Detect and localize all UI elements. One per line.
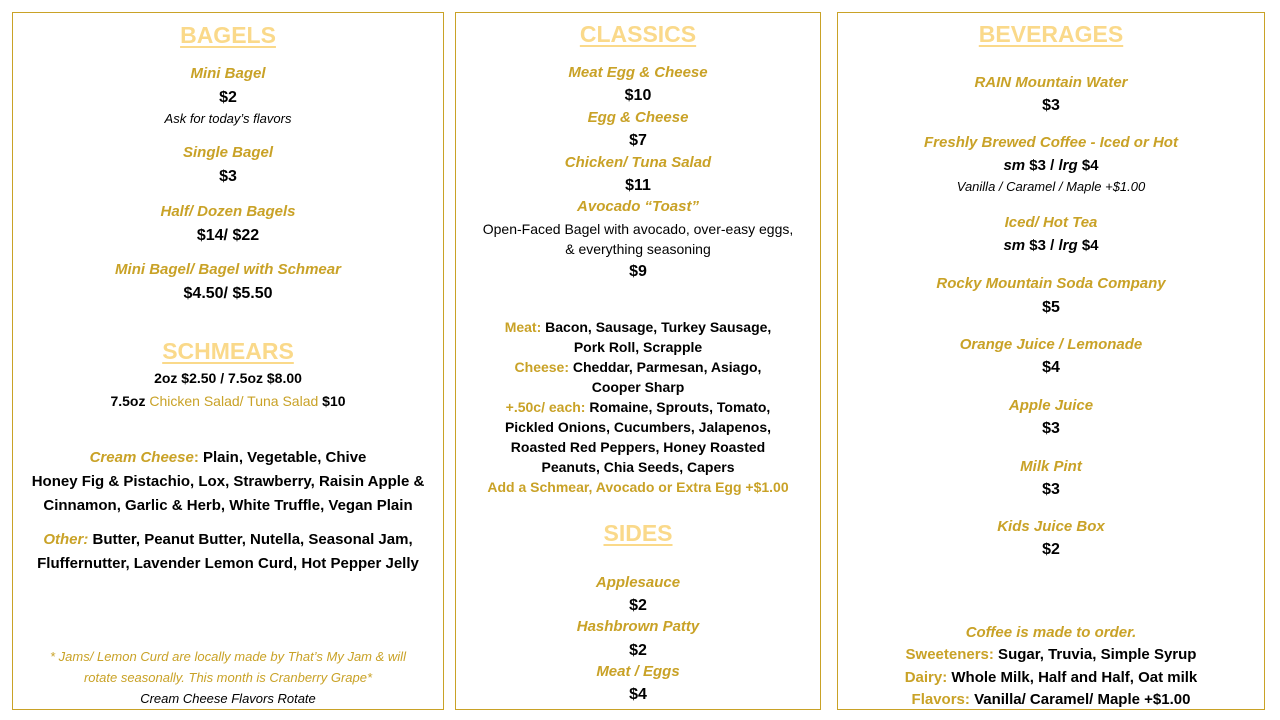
classic-item-name: Egg & Cheese <box>587 109 689 126</box>
schmear-combo-name: Mini Bagel/ Bagel with Schmear <box>115 261 341 278</box>
side-item-price: $2 <box>629 642 647 659</box>
dairy-line <box>838 669 1264 687</box>
apple-juice-price: $3 <box>1042 420 1060 437</box>
coffee-sm: sm <box>1003 157 1026 174</box>
salad-price: $10 <box>318 393 346 409</box>
salad-prefix: 7.5oz <box>110 393 150 409</box>
cream-cheese-line1 <box>13 449 443 467</box>
classic-item-name: Avocado “Toast” <box>577 198 699 215</box>
side-item-name: Meat / Eggs <box>596 663 680 680</box>
kids-juice-price: $2 <box>1042 541 1060 558</box>
coffee-name: Freshly Brewed Coffee - Iced or Hot <box>924 134 1178 151</box>
side-item-name: Applesauce <box>595 574 681 591</box>
coffee-lrg-price: $4 <box>1077 157 1099 174</box>
extras-line2: Pickled Onions, Cucumbers, Jalapenos, <box>504 419 772 435</box>
cheese-line1 <box>456 359 820 376</box>
single-bagel-name: Single Bagel <box>182 144 274 161</box>
coffee-lrg: lrg <box>1058 157 1078 174</box>
half-dozen-name: Half/ Dozen Bagels <box>160 203 296 220</box>
sweeteners-line <box>838 646 1264 664</box>
meat-options1: Bacon, Sausage, Turkey Sausage, <box>541 319 772 335</box>
meat-line1 <box>456 319 820 336</box>
sweeteners-label: Sweeteners: <box>905 646 994 663</box>
classic-item-price: $9 <box>629 263 647 280</box>
side-item-price: $2 <box>629 597 647 614</box>
side-item-price: $4 <box>629 686 647 703</box>
rain-water-name: RAIN Mountain Water <box>974 74 1128 91</box>
sides-heading: SIDES <box>603 520 673 546</box>
dairy-label: Dairy: <box>904 669 948 686</box>
oj-price: $4 <box>1042 359 1060 376</box>
classic-item-name: Meat Egg & Cheese <box>568 64 708 81</box>
rotate-note: Cream Cheese Flavors Rotate <box>140 691 316 706</box>
cream-cheese-line3: Cinnamon, Garlic & Herb, White Truffle, Vegan Plain <box>43 497 413 514</box>
cheese-options1: Cheddar, Parmesan, Asiago, <box>569 359 762 375</box>
classic-item-name: Chicken/ Tuna Salad <box>564 154 712 171</box>
beverages-heading: BEVERAGES <box>978 21 1124 47</box>
addon-line: Add a Schmear, Avocado or Extra Egg +$1.00 <box>487 479 789 495</box>
bagels-heading: BAGELS <box>180 22 276 48</box>
dairy-options: Whole Milk, Half and Half, Oat milk <box>947 669 1198 686</box>
salad-name: Chicken Salad/ Tuna Salad <box>149 393 319 409</box>
jam-footnote-line2: rotate seasonally. This month is Cranberry Grape* <box>83 670 373 685</box>
tea-lrg-price: $4 <box>1077 237 1099 254</box>
cheese-line2: Cooper Sharp <box>591 379 685 395</box>
tea-sm: sm <box>1003 237 1026 254</box>
single-bagel-price: $3 <box>219 168 237 185</box>
salad-schmear-line <box>13 393 443 410</box>
bagels-panel <box>12 12 444 710</box>
tea-sm-price: $3 / <box>1025 237 1059 254</box>
milk-name: Milk Pint <box>1020 458 1082 475</box>
soda-name: Rocky Mountain Soda Company <box>936 275 1166 292</box>
coffee-order-note: Coffee is made to order. <box>965 624 1137 641</box>
coffee-sm-price: $3 / <box>1025 157 1059 174</box>
apple-juice-name: Apple Juice <box>1008 397 1094 414</box>
mini-bagel-name: Mini Bagel <box>190 65 266 82</box>
kids-juice-name: Kids Juice Box <box>997 518 1105 535</box>
avocado-desc1: Open-Faced Bagel with avocado, over-easy eggs, <box>482 221 794 237</box>
schmears-heading: SCHMEARS <box>162 338 294 364</box>
half-dozen-price: $14/ $22 <box>196 227 260 244</box>
jam-footnote-line1: * Jams/ Lemon Curd are locally made by That’s My Jam & will <box>50 649 406 664</box>
flavors-line <box>838 691 1264 709</box>
milk-price: $3 <box>1042 481 1060 498</box>
cream-cheese-colon: : <box>193 449 203 466</box>
other-label: Other: <box>43 531 89 548</box>
mini-bagel-note: Ask for today’s flavors <box>164 111 292 126</box>
classic-item-price: $7 <box>629 132 647 149</box>
beverages-panel <box>837 12 1265 710</box>
extras-line1 <box>456 399 820 416</box>
classics-panel <box>455 12 821 710</box>
classic-item-price: $10 <box>624 87 652 104</box>
schmear-combo-price: $4.50/ $5.50 <box>183 285 273 302</box>
tea-lrg: lrg <box>1058 237 1078 254</box>
avocado-desc2: & everything seasoning <box>565 241 711 257</box>
oj-name: Orange Juice / Lemonade <box>959 336 1143 353</box>
mini-bagel-price: $2 <box>219 89 237 106</box>
sweeteners-options: Sugar, Truvia, Simple Syrup <box>993 646 1197 663</box>
extras-line3: Roasted Red Peppers, Honey Roasted <box>510 439 766 455</box>
cheese-label: Cheese: <box>514 359 569 375</box>
extras-options1: Romaine, Sprouts, Tomato, <box>585 399 771 415</box>
coffee-price <box>838 157 1264 175</box>
coffee-flavor-note: Vanilla / Caramel / Maple +$1.00 <box>956 179 1146 194</box>
cream-cheese-label: Cream Cheese <box>89 449 194 466</box>
side-item-name: Hashbrown Patty <box>576 618 700 635</box>
meat-label: Meat: <box>504 319 542 335</box>
other-line1 <box>13 531 443 549</box>
cream-cheese-flavors1: Plain, Vegetable, Chive <box>203 449 367 466</box>
flavors-label: Flavors: <box>911 691 970 708</box>
extras-line4: Peanuts, Chia Seeds, Capers <box>541 459 735 475</box>
flavors-options: Vanilla/ Caramel/ Maple +$1.00 <box>969 691 1191 708</box>
soda-price: $5 <box>1042 299 1060 316</box>
meat-line2: Pork Roll, Scrapple <box>573 339 703 355</box>
classics-heading: CLASSICS <box>579 21 697 47</box>
schmear-sizes: 2oz $2.50 / 7.5oz $8.00 <box>154 370 302 386</box>
tea-name: Iced/ Hot Tea <box>1004 214 1098 231</box>
classic-item-price: $11 <box>625 177 651 194</box>
extras-label: +.50c/ each: <box>505 399 586 415</box>
cream-cheese-line2: Honey Fig & Pistachio, Lox, Strawberry, Raisin Apple & <box>31 473 425 490</box>
tea-price <box>838 237 1264 255</box>
other-line2: Fluffernutter, Lavender Lemon Curd, Hot Pepper Jelly <box>37 555 419 572</box>
other-items1: Butter, Peanut Butter, Nutella, Seasonal Jam, <box>88 531 413 548</box>
rain-water-price: $3 <box>1042 97 1060 114</box>
